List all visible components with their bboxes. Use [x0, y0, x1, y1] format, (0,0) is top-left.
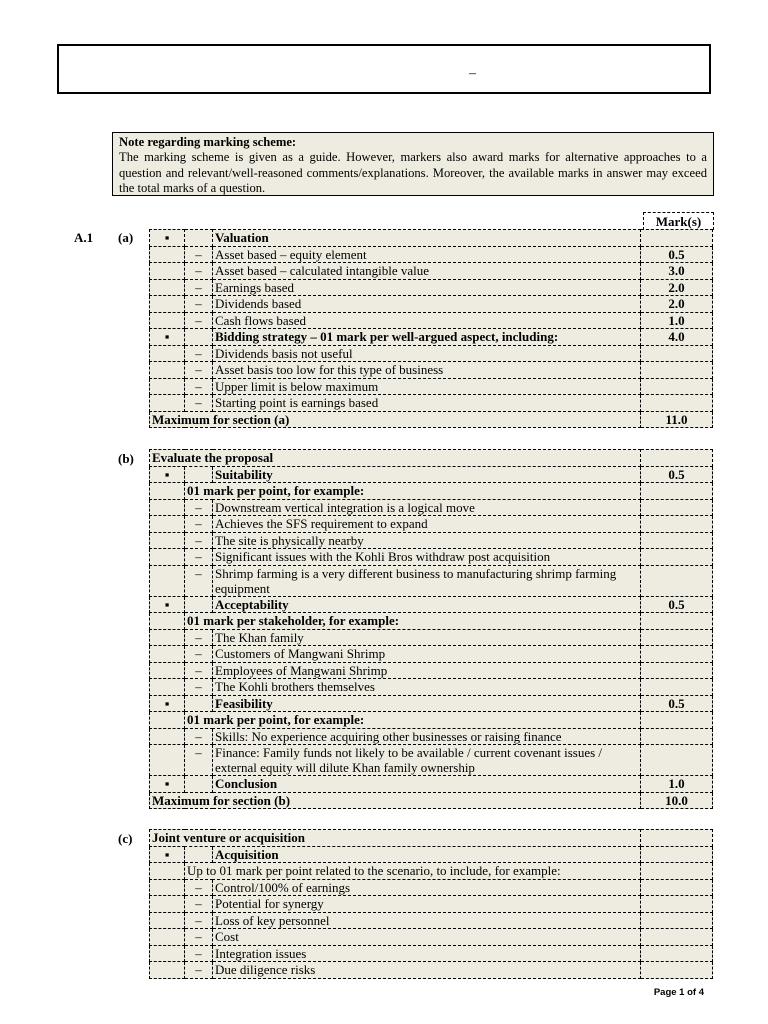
table-row	[150, 450, 713, 467]
bullet-cell	[150, 929, 185, 946]
marks-column-header: Mark(s)	[643, 212, 714, 230]
criterion-cell: Downstream vertical integration is a logical move	[213, 499, 641, 516]
table-row	[150, 362, 713, 379]
mark-cell	[641, 499, 713, 516]
mark-cell: 1.0	[641, 776, 713, 793]
part-c-label: (c)	[118, 831, 133, 846]
mark-cell	[641, 516, 713, 533]
table-row	[150, 646, 713, 663]
table-row	[150, 929, 713, 946]
dash-cell: –	[185, 629, 213, 646]
mark-cell: 2.0	[641, 279, 713, 296]
dash-cell: –	[185, 679, 213, 696]
bullet-cell	[150, 516, 185, 533]
dash-cell: –	[185, 745, 213, 776]
subheading-cell: Up to 01 mark per point related to the scenario, to include, for example:	[185, 863, 641, 880]
mark-cell: 4.0	[641, 329, 713, 346]
mark-cell: 10.0	[641, 792, 713, 809]
bullet-cell	[150, 312, 185, 329]
criterion-cell: Skills: No experience acquiring other businesses or raising finance	[213, 728, 641, 745]
bullet-cell	[150, 378, 185, 395]
dash-cell: –	[185, 395, 213, 412]
dash-cell: –	[185, 912, 213, 929]
dash-cell	[185, 846, 213, 863]
mark-cell	[641, 745, 713, 776]
table-row	[150, 329, 713, 346]
criterion-cell: Asset based – calculated intangible value	[213, 263, 641, 280]
mark-cell: 11.0	[641, 411, 713, 428]
bullet-cell	[150, 879, 185, 896]
criterion-cell: Upper limit is below maximum	[213, 378, 641, 395]
bullet-cell	[150, 279, 185, 296]
criterion-cell: Loss of key personnel	[213, 912, 641, 929]
bullet-cell: ▪	[150, 596, 185, 613]
criterion-cell: The Kohli brothers themselves	[213, 679, 641, 696]
table-row	[150, 662, 713, 679]
table-row	[150, 596, 713, 613]
mark-cell	[641, 830, 713, 847]
mark-cell: 0.5	[641, 246, 713, 263]
subheading-cell: 01 mark per stakeholder, for example:	[185, 613, 641, 630]
criterion-cell: Acquisition	[213, 846, 641, 863]
table-row	[150, 945, 713, 962]
criterion-cell: Suitability	[213, 466, 641, 483]
table-row	[150, 395, 713, 412]
criterion-cell: Asset based – equity element	[213, 246, 641, 263]
criterion-cell: The Khan family	[213, 629, 641, 646]
mark-cell: 2.0	[641, 296, 713, 313]
bullet-cell: ▪	[150, 466, 185, 483]
table-row	[150, 776, 713, 793]
mark-cell	[641, 230, 713, 247]
mark-cell	[641, 362, 713, 379]
table-row	[150, 879, 713, 896]
part-b-label: (b)	[118, 451, 134, 466]
subheading-cell: 01 mark per point, for example:	[185, 483, 641, 500]
bullet-cell	[150, 565, 185, 596]
marking-table-a	[149, 229, 713, 428]
mark-cell	[641, 532, 713, 549]
bullet-cell	[150, 912, 185, 929]
criterion-cell: Earnings based	[213, 279, 641, 296]
mark-cell	[641, 962, 713, 979]
mark-cell: 0.5	[641, 695, 713, 712]
mark-cell	[641, 945, 713, 962]
mark-cell	[641, 679, 713, 696]
dash-cell: –	[185, 646, 213, 663]
note-body: The marking scheme is given as a guide. However, markers also award marks for alternative approaches to a question and relevant/well-reasoned comments/explanations. Moreover, the available marks in answer may exceed the total marks of a question.	[119, 150, 707, 196]
criterion-cell: Dividends basis not useful	[213, 345, 641, 362]
dash-cell: –	[185, 929, 213, 946]
dash-cell: –	[185, 516, 213, 533]
dash-cell	[185, 230, 213, 247]
dash-cell: –	[185, 945, 213, 962]
table-row	[150, 830, 713, 847]
table-row	[150, 846, 713, 863]
criterion-cell: Cash flows based	[213, 312, 641, 329]
criterion-cell: Bidding strategy – 01 mark per well-argued aspect, including:	[213, 329, 641, 346]
dash-cell: –	[185, 279, 213, 296]
mark-cell	[641, 728, 713, 745]
table-row	[150, 263, 713, 280]
marking-table-b	[149, 449, 713, 809]
table-row	[150, 962, 713, 979]
dash-cell: –	[185, 962, 213, 979]
dash-cell: –	[185, 312, 213, 329]
dash-cell	[185, 466, 213, 483]
dash-cell: –	[185, 728, 213, 745]
dash-cell: –	[185, 565, 213, 596]
criterion-cell: Finance: Family funds not likely to be available / current covenant issues / external equity will dilute Khan family ownership	[213, 745, 641, 776]
mark-cell	[641, 565, 713, 596]
table-row	[150, 745, 713, 776]
table-row	[150, 712, 713, 729]
bullet-cell	[150, 646, 185, 663]
table-row	[150, 896, 713, 913]
criterion-cell: Dividends based	[213, 296, 641, 313]
title-dash: –	[469, 66, 476, 81]
table-row	[150, 296, 713, 313]
dash-cell: –	[185, 263, 213, 280]
criterion-cell: The site is physically nearby	[213, 532, 641, 549]
criterion-cell: Valuation	[213, 230, 641, 247]
criterion-cell: Achieves the SFS requirement to expand	[213, 516, 641, 533]
bullet-cell	[150, 728, 185, 745]
criterion-cell: Asset basis too low for this type of business	[213, 362, 641, 379]
title-box	[57, 44, 711, 94]
mark-cell	[641, 846, 713, 863]
dash-cell: –	[185, 532, 213, 549]
mark-cell	[641, 912, 713, 929]
section-heading: Maximum for section (b)	[150, 792, 641, 809]
mark-cell: 0.5	[641, 596, 713, 613]
table-row	[150, 230, 713, 247]
table-row	[150, 279, 713, 296]
table-row	[150, 246, 713, 263]
table-row	[150, 499, 713, 516]
criterion-cell: Due diligence risks	[213, 962, 641, 979]
bullet-cell: ▪	[150, 329, 185, 346]
dash-cell: –	[185, 499, 213, 516]
dash-cell: –	[185, 378, 213, 395]
bullet-cell	[150, 863, 185, 880]
mark-cell	[641, 863, 713, 880]
subheading-cell: 01 mark per point, for example:	[185, 712, 641, 729]
table-row	[150, 466, 713, 483]
table-row	[150, 613, 713, 630]
table-row	[150, 549, 713, 566]
section-heading: Maximum for section (a)	[150, 411, 641, 428]
table-row	[150, 345, 713, 362]
table-row	[150, 679, 713, 696]
bullet-cell	[150, 362, 185, 379]
dash-cell: –	[185, 246, 213, 263]
section-heading: Joint venture or acquisition	[150, 830, 641, 847]
bullet-cell	[150, 679, 185, 696]
criterion-cell: Customers of Mangwani Shrimp	[213, 646, 641, 663]
table-row	[150, 695, 713, 712]
table-row	[150, 863, 713, 880]
part-a-label: (a)	[118, 230, 134, 245]
bullet-cell	[150, 945, 185, 962]
table-row	[150, 532, 713, 549]
bullet-cell	[150, 629, 185, 646]
table-row	[150, 629, 713, 646]
criterion-cell: Shrimp farming is a very different business to manufacturing shrimp farming equipment	[213, 565, 641, 596]
mark-cell: 1.0	[641, 312, 713, 329]
mark-cell: 0.5	[641, 466, 713, 483]
mark-cell	[641, 613, 713, 630]
marking-table-c	[149, 829, 713, 979]
bullet-cell	[150, 896, 185, 913]
bullet-cell	[150, 745, 185, 776]
bullet-cell	[150, 296, 185, 313]
mark-cell	[641, 345, 713, 362]
bullet-cell	[150, 712, 185, 729]
mark-cell	[641, 450, 713, 467]
page-footer: Page 1 of 4	[653, 987, 704, 998]
mark-cell	[641, 549, 713, 566]
dash-cell	[185, 596, 213, 613]
bullet-cell	[150, 345, 185, 362]
mark-cell	[641, 629, 713, 646]
bullet-cell: ▪	[150, 230, 185, 247]
criterion-cell: Acceptability	[213, 596, 641, 613]
table-row	[150, 312, 713, 329]
mark-cell	[641, 378, 713, 395]
section-heading: Evaluate the proposal	[150, 450, 641, 467]
criterion-cell: Potential for synergy	[213, 896, 641, 913]
criterion-cell: Starting point is earnings based	[213, 395, 641, 412]
dash-cell: –	[185, 345, 213, 362]
mark-cell: 3.0	[641, 263, 713, 280]
dash-cell: –	[185, 362, 213, 379]
table-row	[150, 378, 713, 395]
bullet-cell	[150, 962, 185, 979]
criterion-cell: Integration issues	[213, 945, 641, 962]
bullet-cell: ▪	[150, 695, 185, 712]
mark-cell	[641, 662, 713, 679]
bullet-cell	[150, 532, 185, 549]
table-row	[150, 792, 713, 809]
marking-note	[112, 132, 714, 196]
bullet-cell	[150, 246, 185, 263]
dash-cell: –	[185, 549, 213, 566]
criterion-cell: Significant issues with the Kohli Bros withdraw post acquisition	[213, 549, 641, 566]
mark-cell	[641, 483, 713, 500]
table-row	[150, 912, 713, 929]
bullet-cell	[150, 395, 185, 412]
criterion-cell: Conclusion	[213, 776, 641, 793]
criterion-cell: Employees of Mangwani Shrimp	[213, 662, 641, 679]
dash-cell	[185, 776, 213, 793]
criterion-cell: Control/100% of earnings	[213, 879, 641, 896]
table-row	[150, 411, 713, 428]
bullet-cell	[150, 662, 185, 679]
mark-cell	[641, 879, 713, 896]
mark-cell	[641, 896, 713, 913]
table-row	[150, 516, 713, 533]
dash-cell: –	[185, 896, 213, 913]
table-row	[150, 483, 713, 500]
note-heading: Note regarding marking scheme:	[119, 135, 297, 149]
mark-cell	[641, 395, 713, 412]
bullet-cell	[150, 549, 185, 566]
dash-cell: –	[185, 296, 213, 313]
bullet-cell	[150, 483, 185, 500]
dash-cell	[185, 695, 213, 712]
dash-cell: –	[185, 879, 213, 896]
table-row	[150, 728, 713, 745]
bullet-cell: ▪	[150, 776, 185, 793]
bullet-cell	[150, 263, 185, 280]
bullet-cell	[150, 499, 185, 516]
mark-cell	[641, 929, 713, 946]
table-row	[150, 565, 713, 596]
dash-cell: –	[185, 662, 213, 679]
mark-cell	[641, 712, 713, 729]
criterion-cell: Cost	[213, 929, 641, 946]
dash-cell	[185, 329, 213, 346]
bullet-cell	[150, 613, 185, 630]
question-number: A.1	[74, 230, 94, 245]
bullet-cell: ▪	[150, 846, 185, 863]
criterion-cell: Feasibility	[213, 695, 641, 712]
mark-cell	[641, 646, 713, 663]
